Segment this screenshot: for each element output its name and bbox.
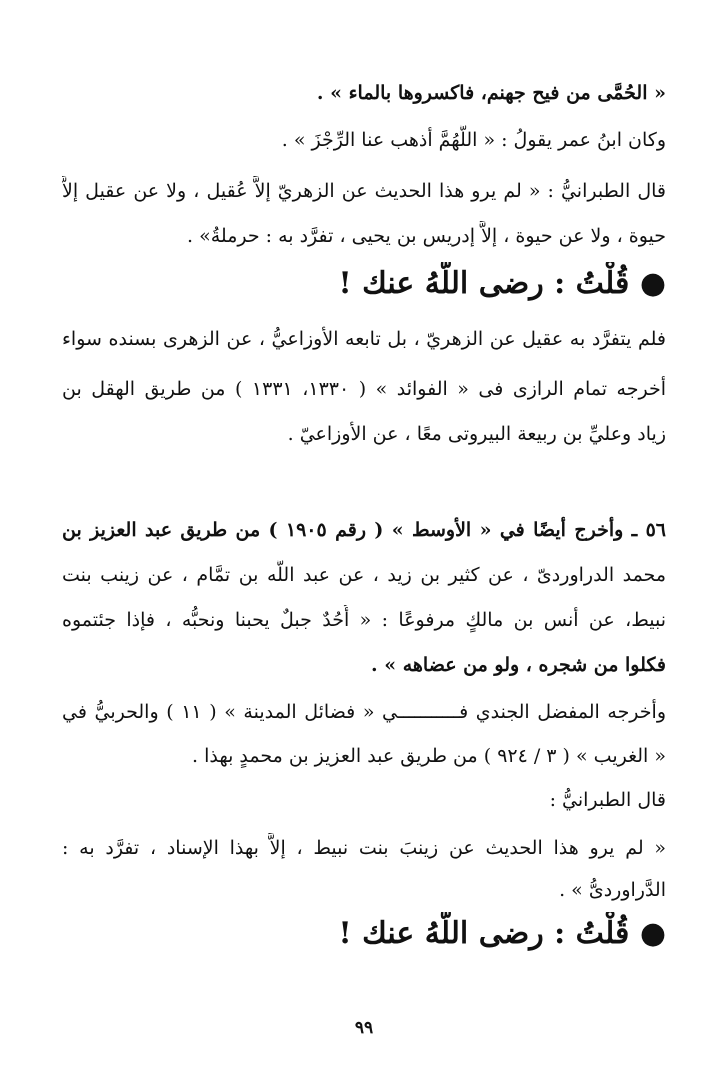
quote-line: « لم يرو هذا الحديث عن زينبَ بنت نبيط ، إلاَّ بهذا الإسناد ، تفرَّد به : [62,837,666,859]
text-line: وأخرجه المفضل الجندي فـــــــــــي « فضائل المدينة » ( ١١ ) والحربيُّ في [62,701,666,723]
hadith-text-line: « الحُمَّى من فيح جهنم، فاكسروها بالماء » . [316,82,666,104]
page-number: ٩٩ [354,1018,374,1038]
text-line: زياد وعليِّ بن ربيعة البيروتى معًا ، عن الأوزاعيّ . [287,423,666,445]
text-line: وكان ابنُ عمر يقولُ : « اللَّهُمَّ أذهب عنا الرِّجْزَ » . [281,129,666,151]
quote-line: الدَّراوردىُّ » . [559,879,666,901]
hadith-text-line: نبيط، عن أنس بن مالكٍ مرفوعًا : « أُحُدٌ جبلٌ يحبنا ونحبُّه ، فإذا جئتموه [62,609,666,631]
text-line: حيوة ، ولا عن حيوة ، إلاَّ إدريس بن يحيى ، تفرَّد به : حرملةُ» . [187,225,666,247]
section-heading: ● قُلْتُ : رضى اللَّهُ عنك ! [338,916,666,951]
text-line: أخرجه تمام الرازى فى « الفوائد » ( ١٣٣٠، ١٣٣١ ) من طريق الهقل بن [62,378,666,400]
section-heading: ● قُلْتُ : رضى اللَّهُ عنك ! [338,266,666,301]
text-line: « الغريب » ( ٣ / ٩٢٤ ) من طريق عبد العزيز بن محمدٍ بهذا . [192,745,666,767]
text-line: محمد الدراوردىّ ، عن كثير بن زيد ، عن عبد اللَّه بن تمَّام ، عن زينب بنت [62,564,666,586]
text-line: فلم يتفرَّد به عقيل عن الزهريّ ، بل تابعه الأوزاعيُّ ، عن الزهرى بسنده سواء [62,328,666,350]
hadith-number-line: ٥٦ ـ وأخرج أيضًا في « الأوسط » ( رقم ١٩٠٥ ) من طريق عبد العزيز بن [62,519,666,541]
hadith-text-line: فكلوا من شجره ، ولو من عضاهه » . [371,654,666,676]
text-line: قال الطبرانيُّ : [549,789,666,811]
text-line: قال الطبرانيُّ : « لم يرو هذا الحديث عن الزهريّ إلاَّ عُقيل ، ولا عن عقيل إلاَّ [62,180,666,202]
